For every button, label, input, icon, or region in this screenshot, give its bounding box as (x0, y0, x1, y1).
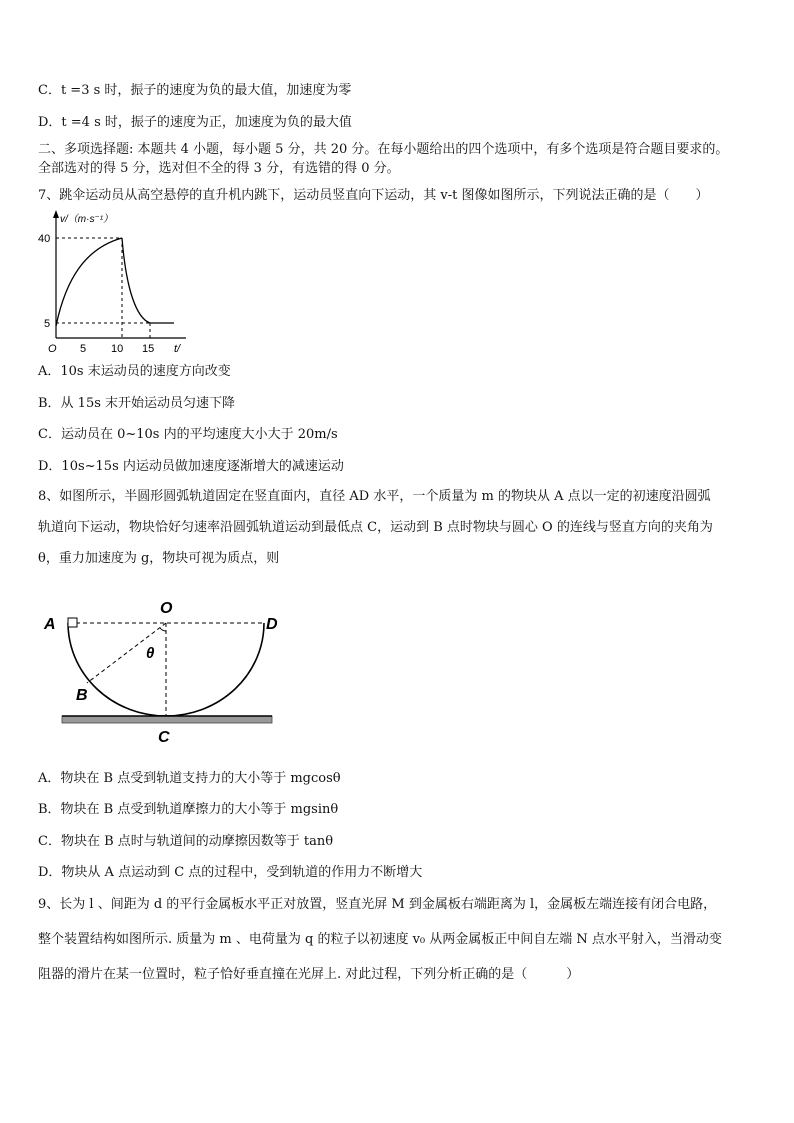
q7-vt-graph (36, 208, 196, 358)
fig-label-O: O (160, 600, 173, 617)
graph-y-axis-label: v/（m·s⁻¹） (60, 214, 114, 225)
q7-option-c: C．运动员在 0~10s 内的平均速度大小大于 20m/s (38, 427, 338, 442)
graph-x-tick-15: 15 (142, 343, 155, 355)
graph-x-tick-10: 10 (111, 343, 124, 355)
q7-stem: 7、跳伞运动员从高空悬停的直升机内跳下，运动员竖直向下运动，其 v-t 图像如图所示，下列说法正确的是（ ） (38, 188, 709, 203)
q8-stem-line1: 8、如图所示，半圆形圆弧轨道固定在竖直面内，直径 AD 水平，一个质量为 m 的物块从 A 点以一定的初速度沿圆弧 (38, 489, 711, 504)
q9-stem-line2: 整个装置结构如图所示. 质量为 m 、电荷量为 q 的粒子以初速度 v₀ 从两金属板正中间自左端 N 点水平射入，当滑动变 (38, 932, 722, 947)
q7-option-b: B．从 15s 末开始运动员匀速下降 (38, 396, 236, 411)
graph-x-axis-label: t/ (174, 343, 181, 355)
fig-label-B: B (76, 687, 88, 704)
q8-option-b: B．物块在 B 点受到轨道摩擦力的大小等于 mgsinθ (38, 802, 339, 817)
q7-option-d: D．10s~15s 内运动员做加速度逐渐增大的减速运动 (38, 459, 344, 474)
fig-label-theta: θ (146, 645, 155, 662)
q7-option-a: A．10s 末运动员的速度方向改变 (38, 364, 231, 379)
q8-option-c: C．物块在 B 点时与轨道间的动摩擦因数等于 tanθ (38, 834, 334, 849)
fig-label-D: D (266, 616, 278, 633)
graph-x-tick-5: 5 (80, 343, 87, 355)
q9-stem-line3: 阻器的滑片在某一位置时，粒子恰好垂直撞在光屏上. 对此过程，下列分析正确的是（ ） (38, 967, 580, 982)
q8-stem-line2: 轨道向下运动，物块恰好匀速率沿圆弧轨道运动到最低点 C，运动到 B 点时物块与圆心 O 的连线与竖直方向的夹角为 (38, 520, 713, 535)
graph-y-tick-5: 5 (44, 318, 51, 330)
graph-origin-label: O (48, 343, 57, 355)
fig-label-A: A (44, 616, 56, 633)
q8-option-d: D．物块从 A 点运动到 C 点的过程中，受到轨道的作用力不断增大 (38, 865, 423, 880)
q8-stem-line3: θ，重力加速度为 g，物块可视为质点，则 (38, 551, 280, 566)
q6-option-c: C．t =3 s 时，振子的速度为负的最大值，加速度为零 (38, 83, 352, 98)
q8-option-a: A．物块在 B 点受到轨道支持力的大小等于 mgcosθ (38, 771, 341, 786)
fig-label-C: C (158, 729, 170, 744)
q8-semicircle-figure (40, 596, 300, 744)
q6-option-d: D．t =4 s 时，振子的速度为正，加速度为负的最大值 (38, 115, 352, 130)
graph-y-tick-40: 40 (38, 233, 51, 245)
section2-instruction-line2: 全部选对的得 5 分，选对但不全的得 3 分，有选错的得 0 分。 (38, 161, 400, 176)
section2-instruction-line1: 二、多项选择题: 本题共 4 小题，每小题 5 分，共 20 分。在每小题给出的四个选项中，有多个选项是符合题目要求的。 (38, 142, 729, 157)
q9-stem-line1: 9、长为 l 、间距为 d 的平行金属板水平正对放置，竖直光屏 M 到金属板右端距离为 l，金属板左端连接有闭合电路， (38, 897, 717, 912)
